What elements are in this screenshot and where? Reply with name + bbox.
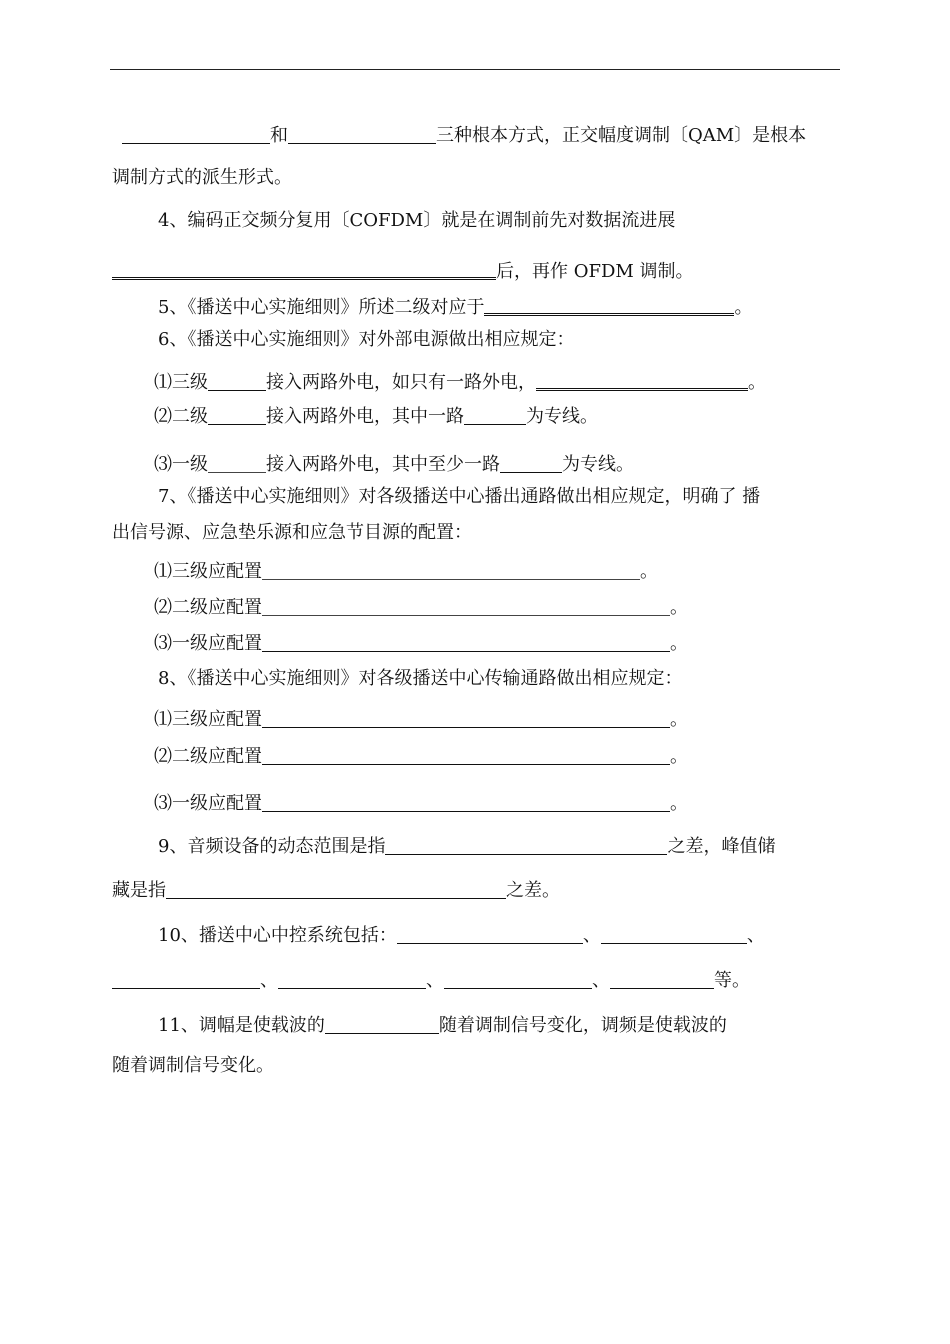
q6-item2: ⑵二级 接入两路外电，其中一路 为专线。	[154, 406, 598, 427]
q3-line2: 调制方式的派生形式。	[112, 167, 292, 188]
q8-item3: ⑶一级应配置 。	[154, 793, 688, 814]
blank[interactable]	[464, 406, 526, 425]
q11-line1: 11、调幅是使载波的 随着调制信号变化，调频是使载波的	[158, 1015, 727, 1036]
blank[interactable]	[262, 793, 670, 812]
blank[interactable]	[262, 561, 640, 580]
q9-line1: 9、音频设备的动态范围是指 之差，峰值储	[158, 836, 776, 857]
q6-title: 6、《播送中心实施细则》对外部电源做出相应规定：	[158, 329, 575, 350]
blank[interactable]	[208, 454, 266, 473]
blank[interactable]	[112, 970, 260, 989]
blank[interactable]	[444, 970, 592, 989]
q7-item3: ⑶一级应配置 。	[154, 633, 688, 654]
q8-title: 8、《播送中心实施细则》对各级播送中心传输通路做出相应规定：	[158, 668, 683, 689]
header-rule	[110, 69, 840, 70]
q3-line1: 和 三种根本方式，正交幅度调制〔QAM〕是根本	[122, 122, 806, 147]
q7-line2: 出信号源、应急垫乐源和应急节目源的配置：	[112, 522, 472, 543]
q10-line1: 10、播送中心中控系统包括： 、 、	[158, 925, 765, 946]
q6-item3: ⑶一级 接入两路外电，其中至少一路 为专线。	[154, 454, 634, 475]
blank[interactable]	[262, 633, 670, 652]
blank[interactable]	[385, 836, 667, 855]
q6-item1: ⑴三级 接入两路外电，如只有一路外电， 。	[154, 372, 766, 393]
blank[interactable]	[397, 925, 583, 944]
blank[interactable]	[262, 746, 670, 765]
blank[interactable]	[208, 372, 266, 391]
blank[interactable]	[484, 295, 734, 316]
blank[interactable]	[610, 970, 714, 989]
q5-line: 5、《播送中心实施细则》所述二级对应于 。	[158, 297, 753, 318]
blank[interactable]	[325, 1015, 439, 1034]
q4-line1: 4、编码正交频分复用〔COFDM〕就是在调制前先对数据流进展	[158, 210, 676, 231]
blank[interactable]	[262, 709, 670, 728]
blank[interactable]	[288, 125, 436, 144]
blank[interactable]	[278, 970, 426, 989]
blank[interactable]	[166, 880, 506, 899]
q7-line1: 7、《播送中心实施细则》对各级播送中心播出通路做出相应规定，明确了 播	[158, 486, 761, 507]
blank[interactable]	[208, 406, 266, 425]
blank[interactable]	[262, 597, 670, 616]
blank[interactable]	[112, 259, 496, 280]
blank[interactable]	[500, 454, 562, 473]
blank[interactable]	[122, 125, 270, 144]
q8-item2: ⑵二级应配置 。	[154, 746, 688, 767]
q9-line2: 藏是指 之差。	[112, 880, 560, 901]
q10-line2: 、 、 、 等。	[112, 967, 750, 992]
q11-line2: 随着调制信号变化。	[112, 1055, 274, 1076]
q7-item2: ⑵二级应配置 。	[154, 597, 688, 618]
q8-item1: ⑴三级应配置 。	[154, 709, 688, 730]
q7-item1: ⑴三级应配置 。	[154, 561, 658, 582]
blank[interactable]	[536, 370, 748, 391]
q4-line2: 后，再作 OFDM 调制。	[112, 256, 694, 283]
blank[interactable]	[601, 925, 747, 944]
